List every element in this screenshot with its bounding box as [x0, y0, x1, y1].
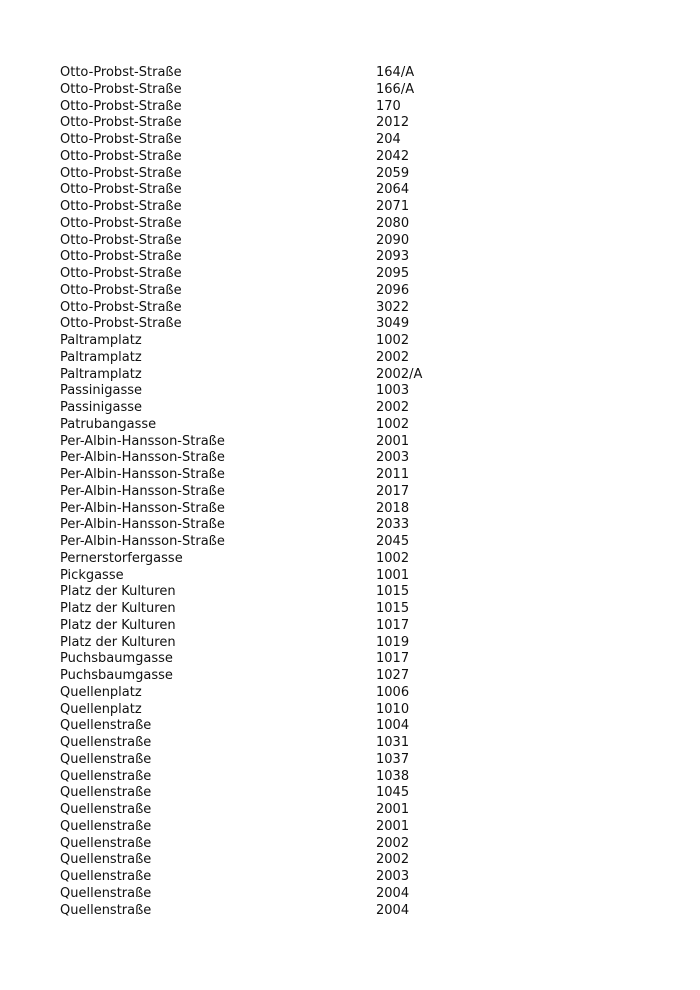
house-number: 2002	[376, 852, 410, 868]
house-number: 3049	[376, 316, 410, 332]
house-number: 170	[376, 98, 401, 114]
street-name: Quellenstraße	[60, 835, 152, 851]
street-name: Otto-Probst-Straße	[60, 249, 182, 265]
street-name: Quellenstraße	[60, 852, 152, 868]
street-name: Quellenstraße	[60, 902, 152, 918]
house-number: 2002	[376, 400, 410, 415]
house-number: 1003	[376, 383, 410, 399]
street-name: Passinigasse	[60, 383, 142, 399]
list-row	[60, 903, 496, 920]
street-name: Quellenstraße	[60, 869, 152, 884]
house-number: 1027	[376, 668, 410, 683]
street-name: Platz der Kulturen	[60, 634, 176, 650]
street-name: Paltramplatz	[60, 349, 142, 365]
house-number: 164/A	[376, 65, 415, 80]
list-row	[60, 635, 496, 652]
street-name: Platz der Kulturen	[60, 601, 176, 616]
list-row	[60, 132, 496, 149]
list-row	[60, 316, 496, 333]
house-number: 2001	[376, 818, 410, 834]
house-number: 2011	[376, 467, 410, 482]
street-name: Otto-Probst-Straße	[60, 316, 182, 332]
street-name: Otto-Probst-Straße	[60, 81, 182, 97]
list-row	[60, 65, 496, 82]
house-number: 1037	[376, 751, 410, 767]
house-number: 166/A	[376, 81, 415, 97]
house-number: 1017	[376, 651, 410, 667]
house-number: 2042	[376, 148, 410, 164]
list-row	[60, 199, 496, 216]
house-number: 1017	[376, 617, 410, 633]
list-row	[60, 450, 496, 467]
list-row	[60, 149, 496, 166]
street-name: Quellenplatz	[60, 701, 142, 717]
list-row	[60, 99, 496, 116]
house-number: 2004	[376, 902, 410, 918]
street-name: Quellenstraße	[60, 751, 152, 767]
list-row	[60, 434, 496, 451]
house-number: 2090	[376, 232, 410, 248]
street-name: Otto-Probst-Straße	[60, 98, 182, 114]
street-name: Puchsbaumgasse	[60, 668, 173, 683]
street-name: Per-Albin-Hansson-Straße	[60, 467, 225, 482]
street-name: Quellenplatz	[60, 684, 142, 700]
house-number: 2002	[376, 835, 410, 851]
street-name: Otto-Probst-Straße	[60, 215, 182, 231]
list-row	[60, 668, 496, 685]
list-row	[60, 769, 496, 786]
street-name: Otto-Probst-Straße	[60, 266, 182, 281]
street-name: Per-Albin-Hansson-Straße	[60, 450, 225, 466]
house-number: 1010	[376, 701, 410, 717]
list-row	[60, 166, 496, 183]
list-row	[60, 802, 496, 819]
street-name: Paltramplatz	[60, 366, 142, 382]
street-name: Otto-Probst-Straße	[60, 232, 182, 248]
list-row	[60, 718, 496, 735]
street-name: Quellenstraße	[60, 735, 152, 750]
list-row	[60, 182, 496, 199]
street-name: Otto-Probst-Straße	[60, 182, 182, 198]
street-name: Platz der Kulturen	[60, 617, 176, 633]
street-name: Puchsbaumgasse	[60, 651, 173, 667]
house-number: 1019	[376, 634, 410, 650]
list-row	[60, 551, 496, 568]
address-list	[60, 65, 496, 919]
house-number: 2033	[376, 517, 410, 533]
street-name: Per-Albin-Hansson-Straße	[60, 500, 225, 516]
house-number: 2017	[376, 483, 410, 499]
street-name: Quellenstraße	[60, 802, 152, 817]
street-name: Platz der Kulturen	[60, 584, 176, 600]
house-number: 1015	[376, 601, 410, 616]
list-row	[60, 534, 496, 551]
house-number: 1031	[376, 735, 410, 750]
street-name: Otto-Probst-Straße	[60, 148, 182, 164]
street-name: Quellenstraße	[60, 885, 152, 901]
list-row	[60, 836, 496, 853]
street-name: Pickgasse	[60, 567, 124, 583]
house-number: 1038	[376, 768, 410, 784]
list-row	[60, 283, 496, 300]
list-row	[60, 266, 496, 283]
house-number: 2080	[376, 215, 410, 231]
house-number: 1001	[376, 567, 410, 583]
house-number: 1002	[376, 333, 410, 348]
list-row	[60, 752, 496, 769]
house-number: 2012	[376, 115, 410, 131]
street-name: Otto-Probst-Straße	[60, 65, 182, 80]
list-row	[60, 501, 496, 518]
list-row	[60, 852, 496, 869]
street-name: Per-Albin-Hansson-Straße	[60, 483, 225, 499]
list-row	[60, 601, 496, 618]
list-row	[60, 685, 496, 702]
house-number: 2045	[376, 534, 410, 549]
list-row	[60, 115, 496, 132]
list-row	[60, 216, 496, 233]
list-row	[60, 735, 496, 752]
list-row	[60, 383, 496, 400]
list-row	[60, 400, 496, 417]
house-number: 1006	[376, 684, 410, 700]
house-number: 2071	[376, 199, 410, 214]
house-number: 3022	[376, 299, 410, 315]
list-row	[60, 233, 496, 250]
list-row	[60, 484, 496, 501]
list-row	[60, 869, 496, 886]
house-number: 2001	[376, 802, 410, 817]
list-row	[60, 785, 496, 802]
list-row	[60, 249, 496, 266]
house-number: 2064	[376, 182, 410, 198]
street-name: Otto-Probst-Straße	[60, 165, 182, 181]
house-number: 1002	[376, 550, 410, 566]
street-name: Pernerstorfergasse	[60, 550, 183, 566]
list-row	[60, 702, 496, 719]
house-number: 2018	[376, 500, 410, 516]
house-number: 2096	[376, 282, 410, 298]
house-number: 2004	[376, 885, 410, 901]
list-row	[60, 350, 496, 367]
house-number: 2002	[376, 349, 410, 365]
street-name: Patrubangasse	[60, 416, 157, 432]
street-name: Quellenstraße	[60, 768, 152, 784]
list-row	[60, 584, 496, 601]
street-name: Quellenstraße	[60, 718, 152, 734]
house-number: 2002/A	[376, 366, 423, 382]
house-number: 2095	[376, 266, 410, 281]
street-name: Quellenstraße	[60, 818, 152, 834]
house-number: 1015	[376, 584, 410, 600]
list-row	[60, 367, 496, 384]
list-row	[60, 467, 496, 484]
house-number: 2003	[376, 869, 410, 884]
street-name: Paltramplatz	[60, 333, 142, 348]
house-number: 1045	[376, 785, 410, 801]
list-row	[60, 300, 496, 317]
house-number: 2003	[376, 450, 410, 466]
house-number: 1004	[376, 718, 410, 734]
house-number: 1002	[376, 416, 410, 432]
street-name: Otto-Probst-Straße	[60, 282, 182, 298]
street-name: Otto-Probst-Straße	[60, 199, 182, 214]
house-number: 2001	[376, 433, 410, 449]
street-name: Per-Albin-Hansson-Straße	[60, 517, 225, 533]
list-row	[60, 517, 496, 534]
street-name: Per-Albin-Hansson-Straße	[60, 534, 225, 549]
list-row	[60, 333, 496, 350]
street-name: Otto-Probst-Straße	[60, 115, 182, 131]
list-row	[60, 618, 496, 635]
list-row	[60, 886, 496, 903]
list-row	[60, 819, 496, 836]
list-row	[60, 82, 496, 99]
street-name: Otto-Probst-Straße	[60, 132, 182, 147]
house-number: 2059	[376, 165, 410, 181]
house-number: 204	[376, 132, 401, 147]
street-name: Quellenstraße	[60, 785, 152, 801]
house-number: 2093	[376, 249, 410, 265]
list-row	[60, 417, 496, 434]
street-name: Passinigasse	[60, 400, 142, 415]
list-row	[60, 651, 496, 668]
street-name: Otto-Probst-Straße	[60, 299, 182, 315]
street-name: Per-Albin-Hansson-Straße	[60, 433, 225, 449]
list-row	[60, 568, 496, 585]
